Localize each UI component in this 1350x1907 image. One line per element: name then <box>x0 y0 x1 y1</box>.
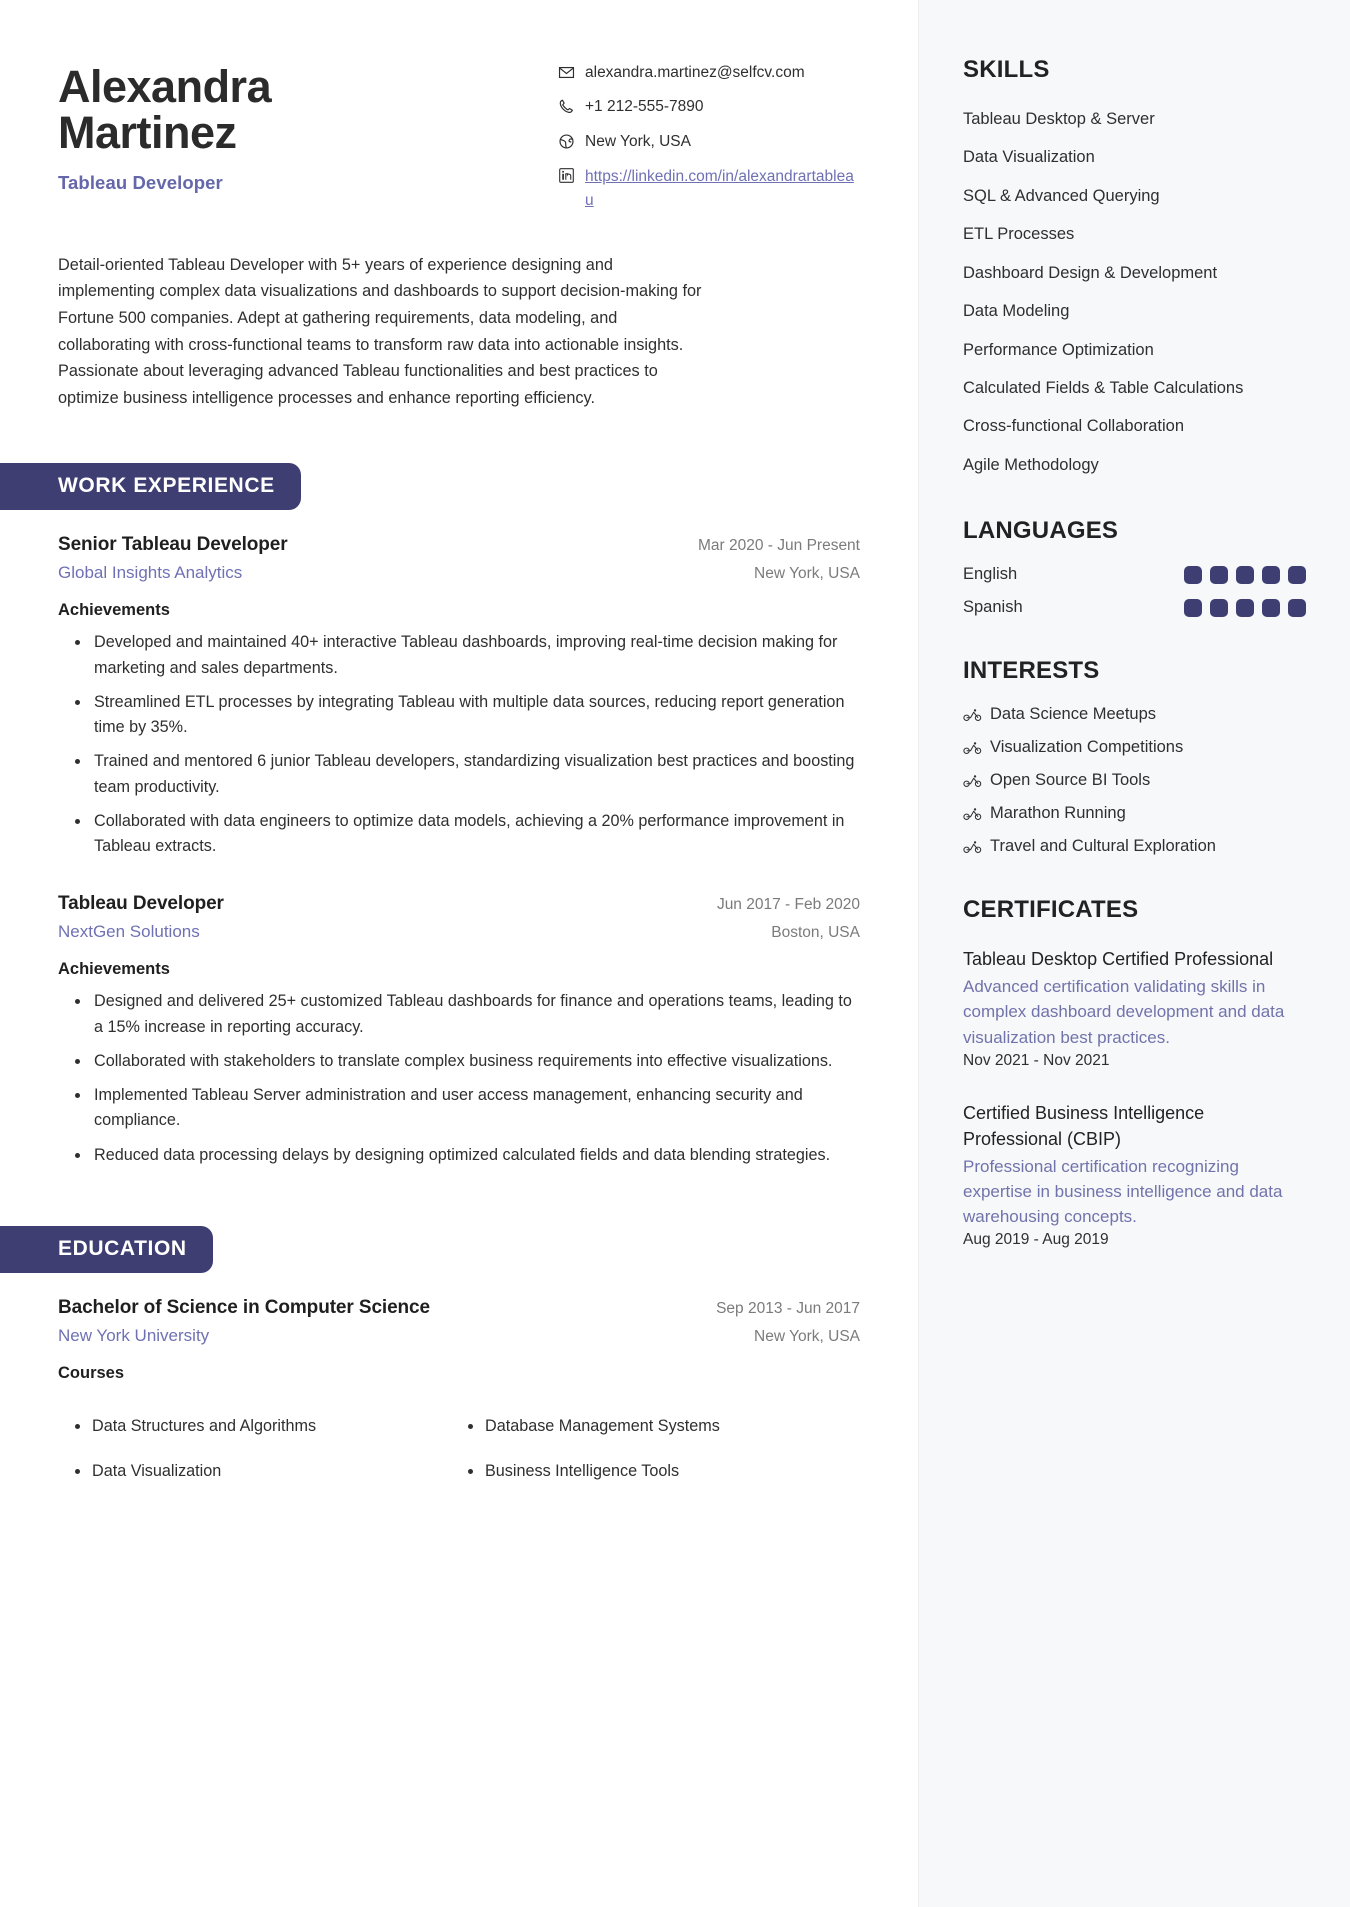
bicycle-icon <box>963 740 982 755</box>
language-name: Spanish <box>963 598 1023 617</box>
achievement-item: Trained and mentored 6 junior Tableau developers, standardizing visualization best practices and boosting team productivity. <box>92 749 860 800</box>
experience-organization: NextGen Solutions <box>58 922 200 942</box>
achievement-item: Developed and maintained 40+ interactive Tableau dashboards, improving real-time decision making for marketing and sales departments. <box>92 630 860 681</box>
certificate-name: Tableau Desktop Certified Professional <box>963 949 1274 970</box>
language-name: English <box>963 565 1018 584</box>
language-level-dots <box>1184 566 1306 584</box>
interest-item <box>963 771 1306 790</box>
candidate-job-title: Tableau Developer <box>58 171 223 193</box>
skill-item: Performance Optimization <box>963 340 1154 359</box>
interest-label: Data Science Meetups <box>990 705 1157 724</box>
interests-list <box>963 705 1306 856</box>
level-dot <box>1210 566 1228 584</box>
interest-label: Visualization Competitions <box>990 738 1184 757</box>
language-level-dots <box>1184 599 1306 617</box>
experience-role: Senior Tableau Developer <box>58 534 288 556</box>
education-entry-header <box>58 1297 860 1346</box>
certificate-description: Professional certification recognizing expertise in business intelligence and data warehousing concepts. <box>963 1156 1283 1227</box>
contact-linkedin[interactable] <box>558 165 860 212</box>
last-name: Martinez <box>58 106 237 158</box>
interest-label: Open Source BI Tools <box>990 771 1151 790</box>
achievement-item: Designed and delivered 25+ customized Tableau dashboards for finance and operations teams, leading to a 15% increase in reporting accuracy. <box>92 989 860 1040</box>
achievement-item: Reduced data processing delays by designing optimized calculated fields and data blending strategies. <box>92 1143 860 1168</box>
certificate-description: Advanced certification validating skills in complex dashboard development and data visualization best practices. <box>963 977 1285 1047</box>
contact-list <box>558 52 860 224</box>
work-experience-heading: WORK EXPERIENCE <box>0 463 301 510</box>
skill-item: Data Modeling <box>963 302 1070 321</box>
skill-item: Tableau Desktop & Server <box>963 110 1155 128</box>
level-dot <box>1236 599 1254 617</box>
languages-block <box>963 517 1306 617</box>
courses-label: Courses <box>58 1364 125 1382</box>
education-date: Sep 2013 - Jun 2017 <box>716 1300 860 1317</box>
experience-entry <box>58 534 860 859</box>
interest-item <box>963 837 1306 856</box>
experience-date: Jun 2017 - Feb 2020 <box>716 896 860 914</box>
certificate-item <box>963 1100 1306 1250</box>
course-item: Data Structures and Algorithms <box>92 1414 467 1438</box>
level-dot <box>1184 599 1202 617</box>
contact-linkedin-link[interactable]: https://linkedin.com/in/alexandrartableau <box>585 168 854 209</box>
interest-label: Marathon Running <box>990 804 1126 823</box>
level-dot <box>1288 566 1306 584</box>
resume-header <box>58 52 860 224</box>
skill-item: SQL & Advanced Querying <box>963 186 1160 205</box>
experience-location: Boston, USA <box>771 924 860 942</box>
experience-date: Mar 2020 - Jun Present <box>698 537 860 555</box>
experience-entry-header <box>58 534 860 583</box>
achievement-item: Streamlined ETL processes by integrating Tableau with multiple data sources, reducing report generation time by 35%. <box>92 690 860 741</box>
experience-meta <box>698 534 860 583</box>
course-item: Business Intelligence Tools <box>485 1459 860 1483</box>
education-location: New York, USA <box>754 1328 860 1345</box>
skills-list <box>963 108 1306 477</box>
achievements-list <box>58 630 860 859</box>
achievement-item: Collaborated with data engineers to optimize data models, achieving a 20% performance improvement in Tableau extracts. <box>92 809 860 860</box>
linkedin-icon <box>558 167 575 184</box>
education-degree: Bachelor of Science in Computer Science <box>58 1297 430 1318</box>
work-experience-section <box>58 463 860 1168</box>
contact-email <box>558 62 860 84</box>
achievements-label: Achievements <box>58 601 170 620</box>
courses-list <box>58 1393 860 1484</box>
experience-role: Tableau Developer <box>58 893 224 915</box>
education-section <box>58 1226 860 1484</box>
interest-item <box>963 705 1306 724</box>
experience-organization: Global Insights Analytics <box>58 563 243 583</box>
certificate-date: Nov 2021 - Nov 2021 <box>963 1051 1110 1069</box>
level-dot <box>1288 599 1306 617</box>
certificates-list <box>963 946 1306 1249</box>
level-dot <box>1236 566 1254 584</box>
candidate-name <box>58 61 272 158</box>
skill-item: Cross-functional Collaboration <box>963 417 1185 436</box>
professional-summary: Detail-oriented Tableau Developer with 5+ years of experience designing and implementing complex data visualizations and dashboards to support decision-making for Fortune 500 companies. Adept at gathering requirements, data modeling, and collaborating with cross-functional teams to transform raw data into actionable insights. Passionate about leveraging advanced Tableau functionalities and best practices to optimize business intelligence processes and enhance reporting efficiency. <box>58 255 702 407</box>
bicycle-icon <box>963 806 982 821</box>
education-entry-titles <box>58 1297 430 1346</box>
contact-location <box>558 131 860 153</box>
skill-item: Agile Methodology <box>963 455 1099 474</box>
certificates-block <box>963 896 1306 1249</box>
languages-list <box>963 565 1306 617</box>
experience-entry-titles <box>58 534 288 583</box>
achievement-item: Implemented Tableau Server administration and user access management, enhancing security and compliance. <box>92 1083 860 1134</box>
education-entry <box>58 1297 860 1484</box>
certificate-item <box>963 946 1306 1070</box>
education-school: New York University <box>58 1326 210 1345</box>
experience-meta <box>717 893 860 942</box>
education-meta <box>716 1297 860 1346</box>
course-item: Database Management Systems <box>485 1414 860 1438</box>
envelope-icon <box>558 64 575 81</box>
bicycle-icon <box>963 839 982 854</box>
phone-icon <box>558 98 575 115</box>
contact-phone-text: +1 212-555-7890 <box>585 98 704 116</box>
level-dot <box>1184 566 1202 584</box>
skill-item: ETL Processes <box>963 225 1075 244</box>
certificate-date: Aug 2019 - Aug 2019 <box>963 1231 1109 1249</box>
bicycle-icon <box>963 707 982 722</box>
first-name: Alexandra <box>58 61 272 112</box>
bicycle-icon <box>963 773 982 788</box>
skill-item: Data Visualization <box>963 148 1095 167</box>
education-heading: EDUCATION <box>0 1226 213 1273</box>
identity-block <box>58 52 271 194</box>
languages-heading: LANGUAGES <box>963 517 1119 545</box>
contact-location-text: New York, USA <box>585 132 691 150</box>
contact-email-text: alexandra.martinez@selfcv.com <box>585 64 805 81</box>
achievements-list <box>58 989 860 1168</box>
skill-item: Dashboard Design & Development <box>963 263 1218 282</box>
skills-block <box>963 56 1306 477</box>
language-row <box>963 565 1306 584</box>
achievements-label: Achievements <box>58 960 170 979</box>
interests-block <box>963 657 1306 856</box>
experience-location: New York, USA <box>754 565 860 583</box>
interest-label: Travel and Cultural Exploration <box>990 837 1216 856</box>
level-dot <box>1262 566 1280 584</box>
level-dot <box>1210 599 1228 617</box>
certificates-heading: CERTIFICATES <box>963 896 1139 924</box>
experience-entry-header <box>58 893 860 942</box>
interest-item <box>963 738 1306 757</box>
experience-entry <box>58 893 860 1168</box>
interest-item <box>963 804 1306 823</box>
language-row <box>963 598 1306 617</box>
sidebar <box>918 0 1350 1907</box>
course-item: Data Visualization <box>92 1459 467 1483</box>
certificate-name: Certified Business Intelligence Professional (CBIP) <box>963 1102 1205 1149</box>
achievement-item: Collaborated with stakeholders to translate complex business requirements into effective visualizations. <box>92 1049 860 1074</box>
contact-phone <box>558 96 860 118</box>
globe-icon <box>558 133 575 150</box>
level-dot <box>1262 599 1280 617</box>
experience-entry-titles <box>58 893 224 942</box>
skill-item: Calculated Fields & Table Calculations <box>963 378 1244 397</box>
skills-heading: SKILLS <box>963 56 1050 83</box>
interests-heading: INTERESTS <box>963 657 1100 685</box>
